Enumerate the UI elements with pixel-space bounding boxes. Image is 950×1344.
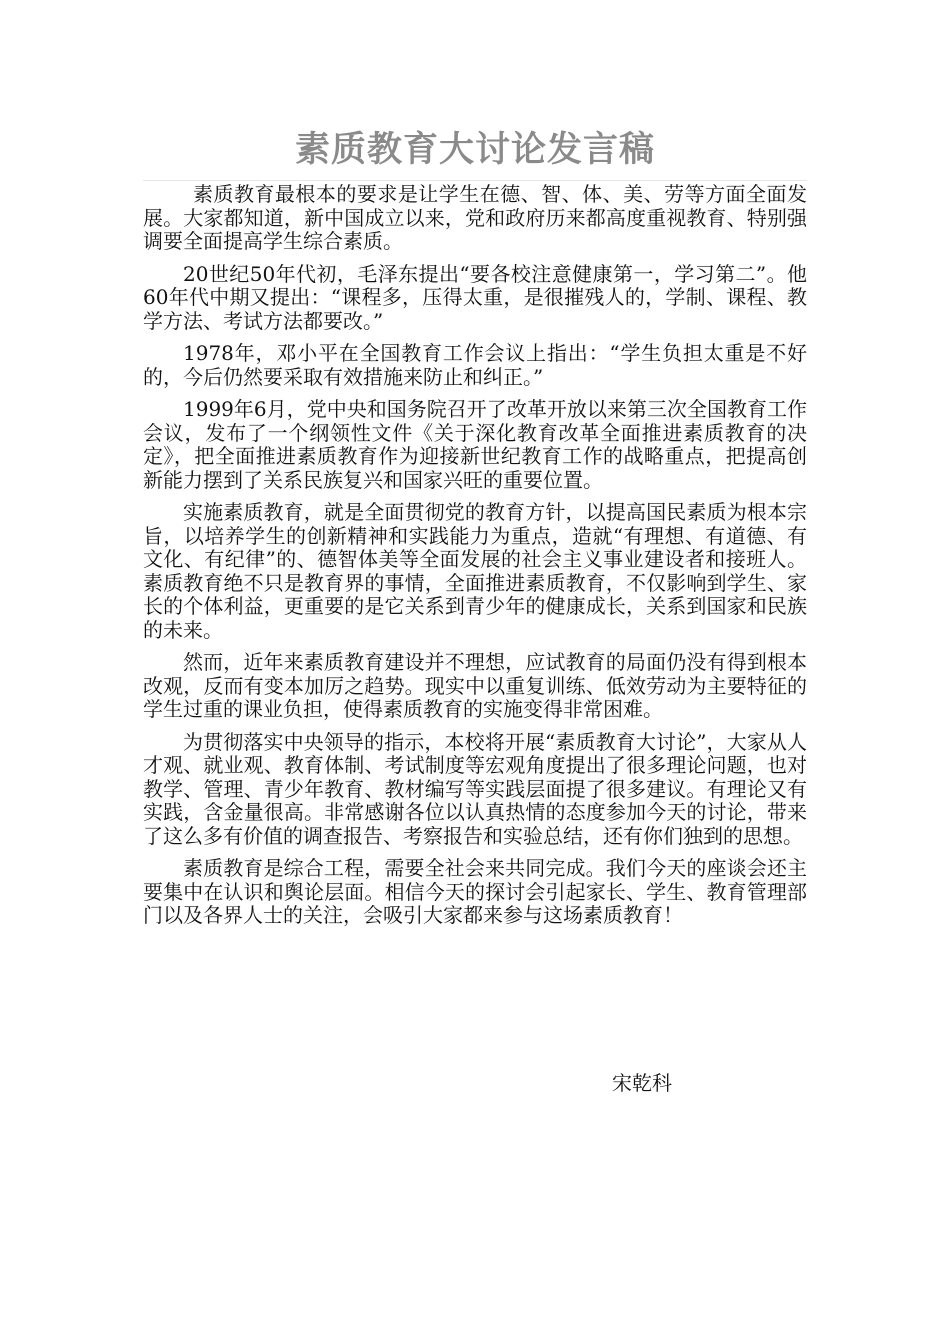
title-divider	[143, 180, 807, 181]
page-title: 素质教育大讨论发言稿	[294, 129, 655, 170]
paragraph-4: 1999年6月，党中央和国务院召开了改革开放以来第三次全国教育工作会议，发布了一个纲领性文件《关于深化教育改革全面推进素质教育的决定》，把全面推进素质教育作为迎接新世纪教育工作的战略重点，把提高创新能力摆到了关系民族复兴和国家兴旺的重要位置。	[143, 397, 807, 492]
document-body	[143, 183, 807, 937]
paragraph-8: 素质教育是综合工程，需要全社会来共同完成。我们今天的座谈会还主要集中在认识和舆论层面。相信今天的探讨会引起家长、学生、教育管理部门以及各界人士的关注，会吸引大家都来参与这场素质教育！	[143, 856, 807, 927]
paragraph-2: 20世纪50年代初，毛泽东提出“要各校注意健康第一，学习第二”。他60年代中期又提出：“课程多，压得太重，是很摧残人的，学制、课程、教学方法、考试方法都要改。”	[143, 261, 807, 333]
signature: 宋乾科	[612, 1071, 672, 1095]
paragraph-5: 实施素质教育，就是全面贯彻党的教育方针，以提高国民素质为根本宗旨，以培养学生的创新精神和实践能力为重点，造就“有理想、有道德、有文化、有纪律”的、德智体美等全面发展的社会主义事业建设者和接班人。素质教育绝不只是教育界的事情，全面推进素质教育，不仅影响到学生、家长的个体利益，更重要的是它关系到青少年的健康成长，关系到国家和民族的未来。	[143, 500, 807, 642]
paragraph-6: 然而，近年来素质教育建设并不理想，应试教育的局面仍没有得到根本改观，反而有变本加厉之趋势。现实中以重复训练、低效劳动为主要特征的学生过重的课业负担，使得素质教育的实施变得非常困难。	[143, 650, 807, 721]
paragraph-3: 1978年，邓小平在全国教育工作会议上指出：“学生负担太重是不好的，今后仍然要采取有效措施来防止和纠正。”	[143, 341, 807, 389]
paragraph-1: 素质教育最根本的要求是让学生在德、智、体、美、劳等方面全面发展。大家都知道，新中国成立以来，党和政府历来都高度重视教育、特别强调要全面提高学生综合素质。	[143, 182, 807, 253]
paragraph-7: 为贯彻落实中央领导的指示，本校将开展“素质教育大讨论”，大家从人才观、就业观、教育体制、考试制度等宏观角度提出了很多理论问题，也对教学、管理、青少年教育、教材编写等实践层面提了很多建议。有理论又有实践，含金量很高。非常感谢各位以认真热情的态度参加今天的讨论，带来了这么多有价值的调查报告、考察报告和实验总结，还有你们独到的思想。	[143, 729, 807, 848]
